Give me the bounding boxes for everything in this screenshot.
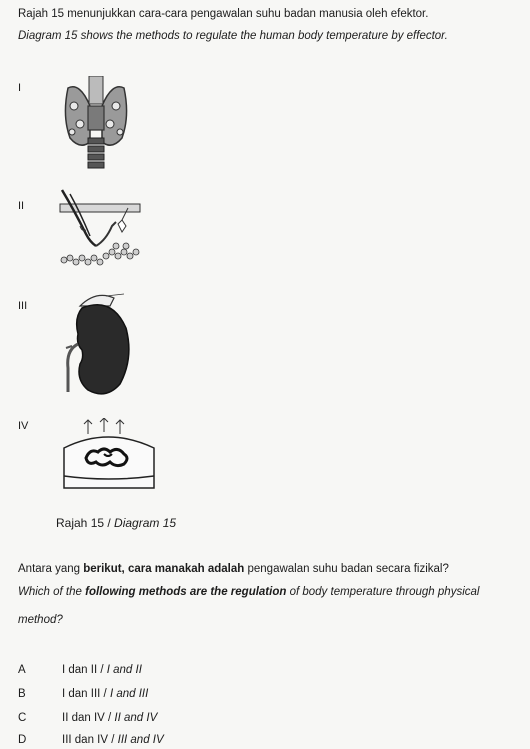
- option-b[interactable]: I dan III / I and III: [62, 688, 149, 700]
- question-english: Which of the following methods are the regulation of body temperature through physical: [18, 586, 480, 598]
- option-a[interactable]: I dan II / I and II: [62, 664, 142, 676]
- intro-malay: Rajah 15 menunjukkan cara-cara pengawalan suhu badan manusia oleh efektor.: [18, 8, 429, 20]
- skin-hair-icon: [56, 186, 142, 272]
- thyroid-gland-icon: [58, 76, 134, 176]
- figure-label-3: III: [18, 300, 28, 312]
- option-c[interactable]: II dan IV / II and IV: [62, 712, 158, 724]
- figure-label-1: I: [18, 82, 22, 94]
- intro-english: Diagram 15 shows the methods to regulate the human body temperature by effector.: [18, 30, 448, 42]
- question-malay: Antara yang berikut, cara manakah adalah pengawalan suhu badan secara fizikal?: [18, 563, 449, 575]
- kidney-adrenal-icon: [62, 288, 142, 400]
- figure-label-2: II: [18, 200, 25, 212]
- diagram-caption: Rajah 15 / Diagram 15: [56, 516, 177, 530]
- skin-sweat-gland-icon: [62, 418, 156, 492]
- option-d[interactable]: III dan IV / III and IV: [62, 734, 164, 746]
- figure-label-4: IV: [18, 420, 29, 432]
- question-english-line2: method?: [18, 614, 63, 626]
- option-letter-d: D: [18, 734, 27, 746]
- option-letter-a: A: [18, 664, 26, 676]
- option-letter-c: C: [18, 712, 27, 724]
- option-letter-b: B: [18, 688, 26, 700]
